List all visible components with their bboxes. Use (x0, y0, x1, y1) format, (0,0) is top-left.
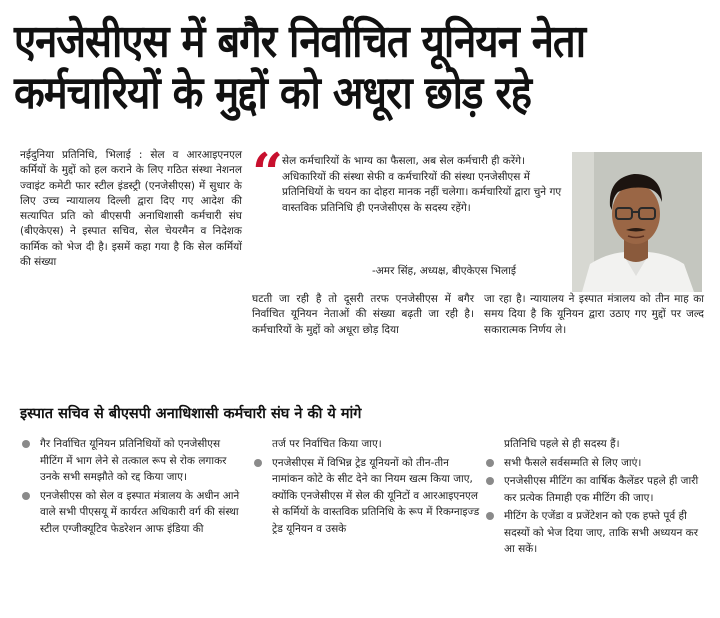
demands-list-3 (484, 436, 710, 558)
quote-text: सेल कर्मचारियों के भाग्य का फैसला, अब सेल कर्मचारी ही करेंगे। अधिकारियों की संस्था सेफी व कर्मचारियों की संस्था एनजेसीएस में प्रतिनिधियों के चयन का दोहरा मानक नहीं चलेगा। कर्मचारियों द्वारा चुने गए वास्तविक प्रतिनिधि ही एनजेसीएस के सदस्य रहेंगे। (282, 155, 562, 214)
bullet-icon (486, 477, 494, 485)
demands-column-2 (252, 436, 482, 539)
demand-text: एनजेसीएस को सेल व इस्पात मंत्रालय के अधीन आने वाले सभी पीएसयू में कार्यरत अधिकारी वर्ग की संस्था स्टील एग्जीक्यूटिव फेडरेशन आफ इंडिया की (40, 489, 240, 535)
bullet-icon (254, 459, 262, 467)
quote-mark-icon: “ (252, 141, 284, 205)
demands-column-3 (484, 436, 710, 560)
headline-line-2: कर्मचारियों के मुद्दों को अधूरा छोड़ रहे (14, 67, 531, 120)
demand-text: मीटिंग के एजेंडा व प्रजेंटेशन को एक हफ्ते पूर्व ही सदस्यों को भेज दिया जाए, ताकि सभी अध्ययन कर आ सकें। (504, 510, 699, 555)
portrait-photo (572, 152, 702, 292)
bullet-icon (486, 459, 494, 467)
article-column-middle: घटती जा रही है तो दूसरी तरफ एनजेसीएस में बगैर निर्वाचित यूनियन नेताओं की संख्या बढ़ती जा रही है। कर्मचारियों के मुद्दों को अधूरा छोड़ दिया (252, 293, 474, 336)
demand-text: सभी फैसले सर्वसम्मति से लिए जाएं। (504, 456, 642, 469)
demand-item (484, 473, 710, 506)
article-column-right: जा रहा है। न्यायालय ने इस्पात मंत्रालय को तीन माह का समय दिया है कि यूनियन द्वारा उठाए गए मुद्दों पर जल्द सकारात्मक निर्णय ले। (484, 293, 704, 336)
demand-item (484, 455, 710, 472)
demand-item (20, 488, 242, 538)
bullet-icon (22, 492, 30, 500)
quote-author: -अमर सिंह, अध्यक्ष, बीएकेएस भिलाई (372, 265, 516, 277)
demands-list-1 (20, 436, 242, 537)
demand-item (484, 508, 710, 558)
portrait-illustration (572, 152, 702, 292)
bullet-icon (486, 512, 494, 520)
headline-line-1: एनजेसीएस में बगैर निर्वाचित यूनियन नेता (14, 16, 586, 68)
demand-item (20, 436, 242, 486)
headline (14, 16, 706, 119)
demand-continuation (252, 436, 482, 453)
pull-quote (252, 141, 570, 280)
demand-text: प्रतिनिधि पहले से ही सदस्य हैं। (504, 438, 620, 450)
demands-heading: इस्पात सचिव से बीएसपी अनाधिशासी कर्मचारी संघ ने की ये मांगे (20, 406, 362, 422)
demand-item (252, 455, 482, 538)
demand-text: गैर निर्वाचित यूनियन प्रतिनिधियों को एनजेसीएस मीटिंग में भाग लेने से तत्काल रूप से रोक लगाकर उनके सभी समझौते को रद्द किया जाए। (40, 438, 227, 483)
demand-continuation (484, 436, 710, 453)
demands-column-1 (20, 436, 242, 539)
demand-text: एनजेसीएस में विभिन्न ट्रेड यूनियनों को तीन-तीन नामांकन कोटे के सीट देने का नियम खत्म किया जाए, क्योंकि एनजेसीएस में सेल की यूनिटों व आरआइएनएल से कर्मियों के वास्तविक प्रतिनिधि के रूप में रिकग्नाइज्ड ट्रेड यूनियन व उसके (272, 456, 480, 535)
bullet-icon (22, 440, 30, 448)
demands-list-2 (252, 436, 482, 537)
article-column-left: नईदुनिया प्रतिनिधि, भिलाई : सेल व आरआइएनएल कर्मियों के मुद्दों को हल कराने के लिए गठित संस्था नेशनल ज्वाइंट कमेटी फार स्टील इंडस्ट्री (एनजेसीएस) में सुधार के लिए उच्च न्यायालय दिल्ली द्वारा दिए गए आदेश की सत्यापित प्रति को बीएसपी अनाधिशासी कर्मचारी संघ (बीएकेएस) ने इस्पात सचिव, सेल चेयरमैन व निदेशक कार्मिक को भेज दी है। इसमें कहा गया है कि सेल कर्मियों की संख्या (20, 149, 242, 269)
demand-text: एनजेसीएस मीटिंग का वार्षिक कैलेंडर पहले ही जारी कर प्रत्येक तिमाही एक मीटिंग की जाए। (504, 475, 699, 504)
demand-text: तर्ज पर निर्वाचित किया जाए। (272, 438, 382, 450)
